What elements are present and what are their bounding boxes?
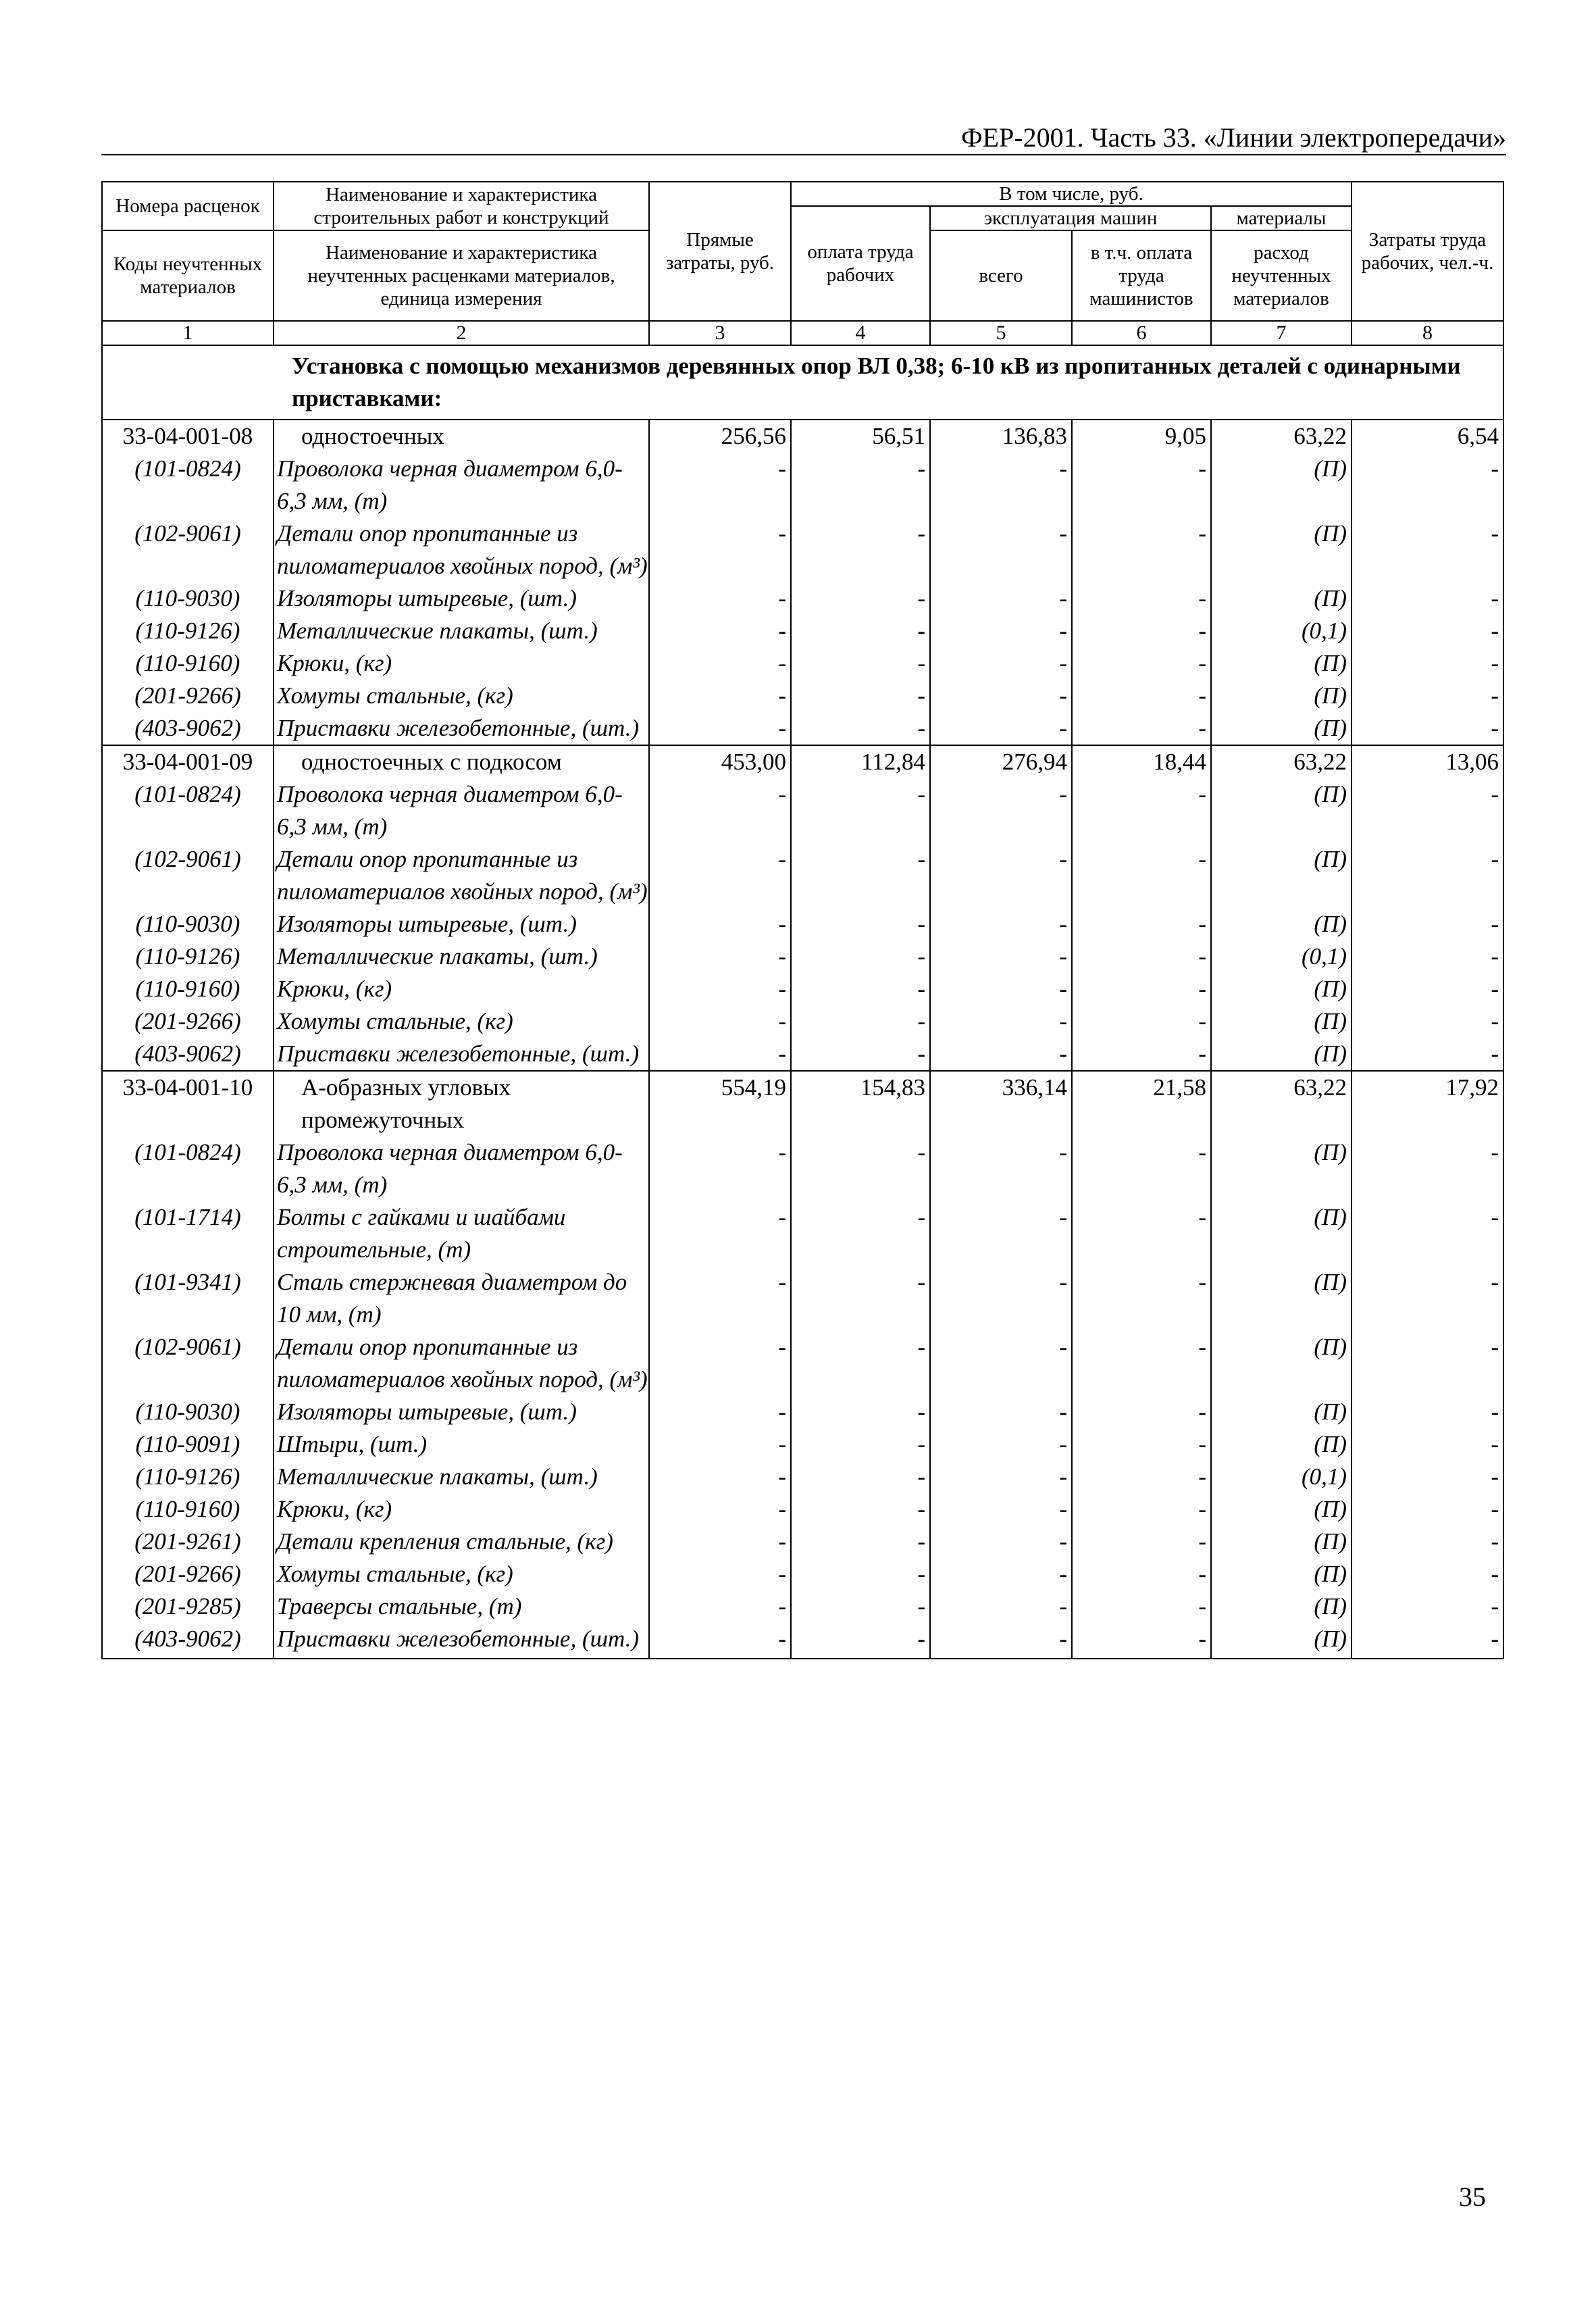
material-consumption: (П) [1211, 1266, 1352, 1331]
material-c8: - [1352, 1428, 1503, 1461]
materials-cost: 63,22 [1211, 420, 1352, 453]
header-material-codes: Коды неучтенных материалов [102, 230, 274, 321]
material-c4: - [791, 908, 930, 940]
material-row [102, 1428, 1503, 1461]
material-consumption: (П) [1211, 1428, 1352, 1461]
material-row [102, 843, 1503, 908]
material-code: (101-0824) [102, 453, 274, 518]
material-code: (201-9266) [102, 1558, 274, 1590]
material-code: (102-9061) [102, 843, 274, 908]
material-code: (102-9061) [102, 1331, 274, 1396]
material-consumption: (0,1) [1211, 1461, 1352, 1493]
material-c3: - [649, 1266, 791, 1331]
material-row [102, 1526, 1503, 1558]
material-c6: - [1072, 1136, 1211, 1201]
material-c4: - [791, 680, 930, 712]
labor-hours: 13,06 [1352, 745, 1503, 778]
material-name: Траверсы стальные, (т) [274, 1590, 649, 1623]
material-consumption: (П) [1211, 453, 1352, 518]
material-consumption: (П) [1211, 1331, 1352, 1396]
material-row [102, 908, 1503, 940]
material-c8: - [1352, 1461, 1503, 1493]
material-consumption: (П) [1211, 1493, 1352, 1526]
material-c3: - [649, 615, 791, 647]
section-title: Установка с помощью механизмов деревянных опор ВЛ 0,38; 6-10 кВ из пропитанных деталей с одинарными приставками: [102, 345, 1503, 420]
material-consumption: (П) [1211, 843, 1352, 908]
material-row [102, 1558, 1503, 1590]
material-code: (201-9266) [102, 1005, 274, 1038]
material-name: Крюки, (кг) [274, 1493, 649, 1526]
material-c8: - [1352, 1623, 1503, 1659]
material-c3: - [649, 1331, 791, 1396]
material-c5: - [930, 778, 1072, 843]
material-consumption: (П) [1211, 1005, 1352, 1038]
material-c8: - [1352, 778, 1503, 843]
labor-pay: 112,84 [791, 745, 930, 778]
material-c3: - [649, 582, 791, 615]
material-c3: - [649, 1201, 791, 1266]
material-name: Изоляторы штыревые, (шт.) [274, 1396, 649, 1428]
material-c6: - [1072, 778, 1211, 843]
material-c6: - [1072, 1331, 1211, 1396]
material-row [102, 1461, 1503, 1493]
material-c3: - [649, 680, 791, 712]
material-row [102, 712, 1503, 745]
material-consumption: (П) [1211, 647, 1352, 680]
table-body [102, 345, 1503, 1659]
material-name: Проволока черная диаметром 6,0-6,3 мм, (т) [274, 453, 649, 518]
header-materials: материалы [1211, 206, 1352, 230]
material-code: (101-1714) [102, 1201, 274, 1266]
material-c5: - [930, 973, 1072, 1005]
material-row [102, 453, 1503, 518]
material-c3: - [649, 1558, 791, 1590]
material-c6: - [1072, 1038, 1211, 1071]
page-number: 35 [1459, 2182, 1486, 2212]
material-code: (110-9126) [102, 1461, 274, 1493]
material-c4: - [791, 1266, 930, 1331]
material-c5: - [930, 1038, 1072, 1071]
material-c4: - [791, 582, 930, 615]
material-name: Крюки, (кг) [274, 973, 649, 1005]
machines-total: 136,83 [930, 420, 1072, 453]
material-c5: - [930, 680, 1072, 712]
material-code: (110-9126) [102, 615, 274, 647]
material-c6: - [1072, 973, 1211, 1005]
material-code: (110-9030) [102, 908, 274, 940]
material-c5: - [930, 453, 1072, 518]
material-c5: - [930, 1396, 1072, 1428]
material-row [102, 1590, 1503, 1623]
material-c4: - [791, 712, 930, 745]
material-c8: - [1352, 712, 1503, 745]
material-row [102, 973, 1503, 1005]
material-c6: - [1072, 1461, 1211, 1493]
material-c3: - [649, 973, 791, 1005]
material-name: Сталь стержневая диаметром до 10 мм, (т) [274, 1266, 649, 1331]
material-c8: - [1352, 453, 1503, 518]
material-consumption: (П) [1211, 1590, 1352, 1623]
material-row [102, 1331, 1503, 1396]
table-header [102, 182, 1503, 345]
material-consumption: (П) [1211, 973, 1352, 1005]
material-c4: - [791, 1396, 930, 1428]
material-c3: - [649, 778, 791, 843]
header-material-consumption: расход неучтенных материалов [1211, 230, 1352, 321]
material-c3: - [649, 1461, 791, 1493]
direct-costs: 256,56 [649, 420, 791, 453]
rate-name: А-образных угловых промежуточных [274, 1071, 649, 1136]
material-c4: - [791, 1590, 930, 1623]
material-name: Металлические плакаты, (шт.) [274, 940, 649, 973]
material-c8: - [1352, 1396, 1503, 1428]
material-c8: - [1352, 1038, 1503, 1071]
material-code: (101-0824) [102, 1136, 274, 1201]
material-code: (201-9285) [102, 1590, 274, 1623]
material-c3: - [649, 940, 791, 973]
material-c6: - [1072, 940, 1211, 973]
material-c5: - [930, 843, 1072, 908]
material-consumption: (П) [1211, 518, 1352, 582]
material-c3: - [649, 453, 791, 518]
page-header-title: ФЕР-2001. Часть 33. «Линии электропередачи» [960, 122, 1506, 153]
material-c4: - [791, 1623, 930, 1659]
material-name: Приставки железобетонные, (шт.) [274, 1038, 649, 1071]
material-name: Болты с гайками и шайбами строительные, (т) [274, 1201, 649, 1266]
material-name: Хомуты стальные, (кг) [274, 1005, 649, 1038]
material-row [102, 1266, 1503, 1331]
material-code: (102-9061) [102, 518, 274, 582]
material-c8: - [1352, 582, 1503, 615]
machinist-pay: 9,05 [1072, 420, 1211, 453]
material-name: Проволока черная диаметром 6,0-6,3 мм, (т) [274, 1136, 649, 1201]
material-code: (403-9062) [102, 712, 274, 745]
material-c5: - [930, 1201, 1072, 1266]
material-c3: - [649, 712, 791, 745]
material-row [102, 518, 1503, 582]
material-consumption: (П) [1211, 1558, 1352, 1590]
col-num-7: 7 [1211, 321, 1352, 345]
material-consumption: (П) [1211, 712, 1352, 745]
material-code: (110-9160) [102, 1493, 274, 1526]
material-c5: - [930, 518, 1072, 582]
header-labor-pay: оплата труда рабочих [791, 206, 930, 321]
material-c6: - [1072, 1623, 1211, 1659]
material-c3: - [649, 1136, 791, 1201]
material-code: (403-9062) [102, 1038, 274, 1071]
material-consumption: (П) [1211, 1526, 1352, 1558]
material-name: Изоляторы штыревые, (шт.) [274, 582, 649, 615]
material-consumption: (П) [1211, 1136, 1352, 1201]
material-c4: - [791, 1461, 930, 1493]
header-work-name: Наименование и характеристика строительных работ и конструкций [274, 182, 649, 230]
material-c5: - [930, 1590, 1072, 1623]
materials-cost: 63,22 [1211, 745, 1352, 778]
material-c8: - [1352, 647, 1503, 680]
material-c4: - [791, 1331, 930, 1396]
material-c4: - [791, 940, 930, 973]
material-c5: - [930, 940, 1072, 973]
material-c6: - [1072, 1266, 1211, 1331]
material-c3: - [649, 843, 791, 908]
material-row [102, 1005, 1503, 1038]
col-num-2: 2 [274, 321, 649, 345]
material-c8: - [1352, 908, 1503, 940]
col-num-6: 6 [1072, 321, 1211, 345]
material-c6: - [1072, 1558, 1211, 1590]
direct-costs: 453,00 [649, 745, 791, 778]
material-code: (110-9160) [102, 647, 274, 680]
material-consumption: (П) [1211, 1038, 1352, 1071]
material-name: Штыри, (шт.) [274, 1428, 649, 1461]
material-c4: - [791, 1558, 930, 1590]
material-c8: - [1352, 973, 1503, 1005]
material-consumption: (П) [1211, 778, 1352, 843]
material-c3: - [649, 518, 791, 582]
material-code: (110-9126) [102, 940, 274, 973]
material-c3: - [649, 1428, 791, 1461]
material-c8: - [1352, 1331, 1503, 1396]
material-code: (110-9030) [102, 582, 274, 615]
material-c3: - [649, 1623, 791, 1659]
material-code: (101-9341) [102, 1266, 274, 1331]
material-consumption: (П) [1211, 582, 1352, 615]
material-code: (403-9062) [102, 1623, 274, 1659]
material-c4: - [791, 615, 930, 647]
material-c6: - [1072, 518, 1211, 582]
materials-cost: 63,22 [1211, 1071, 1352, 1136]
rate-code: 33-04-001-10 [102, 1071, 274, 1136]
material-c4: - [791, 1005, 930, 1038]
rate-row [102, 420, 1503, 453]
material-c6: - [1072, 615, 1211, 647]
material-name: Детали опор пропитанные из пиломатериалов хвойных пород, (м³) [274, 518, 649, 582]
material-c3: - [649, 1590, 791, 1623]
material-c4: - [791, 1136, 930, 1201]
direct-costs: 554,19 [649, 1071, 791, 1136]
material-c6: - [1072, 843, 1211, 908]
material-row [102, 582, 1503, 615]
material-c5: - [930, 1005, 1072, 1038]
material-c4: - [791, 973, 930, 1005]
material-name: Хомуты стальные, (кг) [274, 680, 649, 712]
material-c8: - [1352, 1558, 1503, 1590]
material-c5: - [930, 1428, 1072, 1461]
material-consumption: (П) [1211, 1201, 1352, 1266]
material-c4: - [791, 1038, 930, 1071]
material-row [102, 615, 1503, 647]
material-c8: - [1352, 615, 1503, 647]
material-c5: - [930, 1558, 1072, 1590]
material-code: (101-0824) [102, 778, 274, 843]
material-c8: - [1352, 1590, 1503, 1623]
material-c4: - [791, 453, 930, 518]
header-rate-number: Номера расценок [102, 182, 274, 230]
material-c4: - [791, 778, 930, 843]
col-num-8: 8 [1352, 321, 1503, 345]
material-row [102, 1201, 1503, 1266]
col-num-5: 5 [930, 321, 1072, 345]
material-name: Крюки, (кг) [274, 647, 649, 680]
header-labor-hours: Затраты труда рабочих, чел.-ч. [1352, 182, 1503, 321]
material-c6: - [1072, 1526, 1211, 1558]
material-c5: - [930, 1623, 1072, 1659]
material-c4: - [791, 843, 930, 908]
header-machines-total: всего [930, 230, 1072, 321]
material-c8: - [1352, 680, 1503, 712]
material-name: Детали опор пропитанные из пиломатериалов хвойных пород, (м³) [274, 843, 649, 908]
material-c5: - [930, 712, 1072, 745]
material-c5: - [930, 1493, 1072, 1526]
material-name: Детали крепления стальные, (кг) [274, 1526, 649, 1558]
material-c6: - [1072, 1201, 1211, 1266]
header-machinist-pay: в т.ч. оплата труда машинистов [1072, 230, 1211, 321]
material-consumption: (П) [1211, 908, 1352, 940]
material-c8: - [1352, 940, 1503, 973]
material-c8: - [1352, 1005, 1503, 1038]
material-c5: - [930, 582, 1072, 615]
material-c4: - [791, 1428, 930, 1461]
labor-pay: 56,51 [791, 420, 930, 453]
material-c8: - [1352, 518, 1503, 582]
material-c5: - [930, 615, 1072, 647]
material-c4: - [791, 518, 930, 582]
material-row [102, 647, 1503, 680]
material-name: Изоляторы штыревые, (шт.) [274, 908, 649, 940]
material-c4: - [791, 1493, 930, 1526]
material-c5: - [930, 1136, 1072, 1201]
col-num-4: 4 [791, 321, 930, 345]
material-c8: - [1352, 1526, 1503, 1558]
material-c6: - [1072, 1493, 1211, 1526]
material-code: (110-9030) [102, 1396, 274, 1428]
machines-total: 336,14 [930, 1071, 1072, 1136]
material-row [102, 1623, 1503, 1659]
material-row [102, 680, 1503, 712]
material-c5: - [930, 1461, 1072, 1493]
material-name: Детали опор пропитанные из пиломатериалов хвойных пород, (м³) [274, 1331, 649, 1396]
col-num-3: 3 [649, 321, 791, 345]
material-c6: - [1072, 1428, 1211, 1461]
rate-name: одностоечных [274, 420, 649, 453]
material-code: (110-9091) [102, 1428, 274, 1461]
material-c3: - [649, 1038, 791, 1071]
material-row [102, 1493, 1503, 1526]
material-c3: - [649, 1526, 791, 1558]
material-c6: - [1072, 1590, 1211, 1623]
material-c4: - [791, 1201, 930, 1266]
material-c6: - [1072, 647, 1211, 680]
material-name: Хомуты стальные, (кг) [274, 1558, 649, 1590]
rate-code: 33-04-001-08 [102, 420, 274, 453]
rates-table [101, 181, 1504, 1659]
rate-row [102, 1071, 1503, 1136]
material-c5: - [930, 1331, 1072, 1396]
material-consumption: (0,1) [1211, 615, 1352, 647]
material-c5: - [930, 1266, 1072, 1331]
material-c6: - [1072, 582, 1211, 615]
material-c3: - [649, 647, 791, 680]
material-c8: - [1352, 1201, 1503, 1266]
material-row [102, 1136, 1503, 1201]
machinist-pay: 21,58 [1072, 1071, 1211, 1136]
material-c4: - [791, 1526, 930, 1558]
col-num-1: 1 [102, 321, 274, 345]
rate-name: одностоечных с подкосом [274, 745, 649, 778]
material-c8: - [1352, 843, 1503, 908]
material-consumption: (П) [1211, 1623, 1352, 1659]
material-c3: - [649, 1493, 791, 1526]
material-code: (201-9266) [102, 680, 274, 712]
machinist-pay: 18,44 [1072, 745, 1211, 778]
material-name: Приставки железобетонные, (шт.) [274, 1623, 649, 1659]
material-c5: - [930, 1526, 1072, 1558]
material-c6: - [1072, 1005, 1211, 1038]
header-rule [101, 154, 1506, 155]
labor-hours: 17,92 [1352, 1071, 1503, 1136]
material-c5: - [930, 647, 1072, 680]
material-consumption: (П) [1211, 1396, 1352, 1428]
header-material-names: Наименование и характеристика неучтенных расценками материалов, единица измерения [274, 230, 649, 321]
material-name: Приставки железобетонные, (шт.) [274, 712, 649, 745]
section-row [102, 345, 1503, 420]
material-c3: - [649, 908, 791, 940]
material-c5: - [930, 908, 1072, 940]
material-consumption: (П) [1211, 680, 1352, 712]
header-direct-costs: Прямые затраты, руб. [649, 182, 791, 321]
material-name: Металлические плакаты, (шт.) [274, 615, 649, 647]
material-code: (201-9261) [102, 1526, 274, 1558]
header-machines: эксплуатация машин [930, 206, 1211, 230]
material-code: (110-9160) [102, 973, 274, 1005]
material-name: Проволока черная диаметром 6,0-6,3 мм, (т) [274, 778, 649, 843]
material-consumption: (0,1) [1211, 940, 1352, 973]
rate-row [102, 745, 1503, 778]
material-row [102, 940, 1503, 973]
material-c3: - [649, 1005, 791, 1038]
material-c6: - [1072, 453, 1211, 518]
material-c6: - [1072, 712, 1211, 745]
material-name: Металлические плакаты, (шт.) [274, 1461, 649, 1493]
material-c6: - [1072, 1396, 1211, 1428]
material-c3: - [649, 1396, 791, 1428]
material-c6: - [1072, 680, 1211, 712]
material-row [102, 1038, 1503, 1071]
header-column-numbers [102, 321, 1503, 345]
header-including-group: В том числе, руб. [791, 182, 1352, 206]
material-row [102, 1396, 1503, 1428]
material-c6: - [1072, 908, 1211, 940]
material-row [102, 778, 1503, 843]
labor-hours: 6,54 [1352, 420, 1503, 453]
machines-total: 276,94 [930, 745, 1072, 778]
labor-pay: 154,83 [791, 1071, 930, 1136]
material-c8: - [1352, 1136, 1503, 1201]
material-c8: - [1352, 1266, 1503, 1331]
material-c8: - [1352, 1493, 1503, 1526]
material-c4: - [791, 647, 930, 680]
rate-code: 33-04-001-09 [102, 745, 274, 778]
